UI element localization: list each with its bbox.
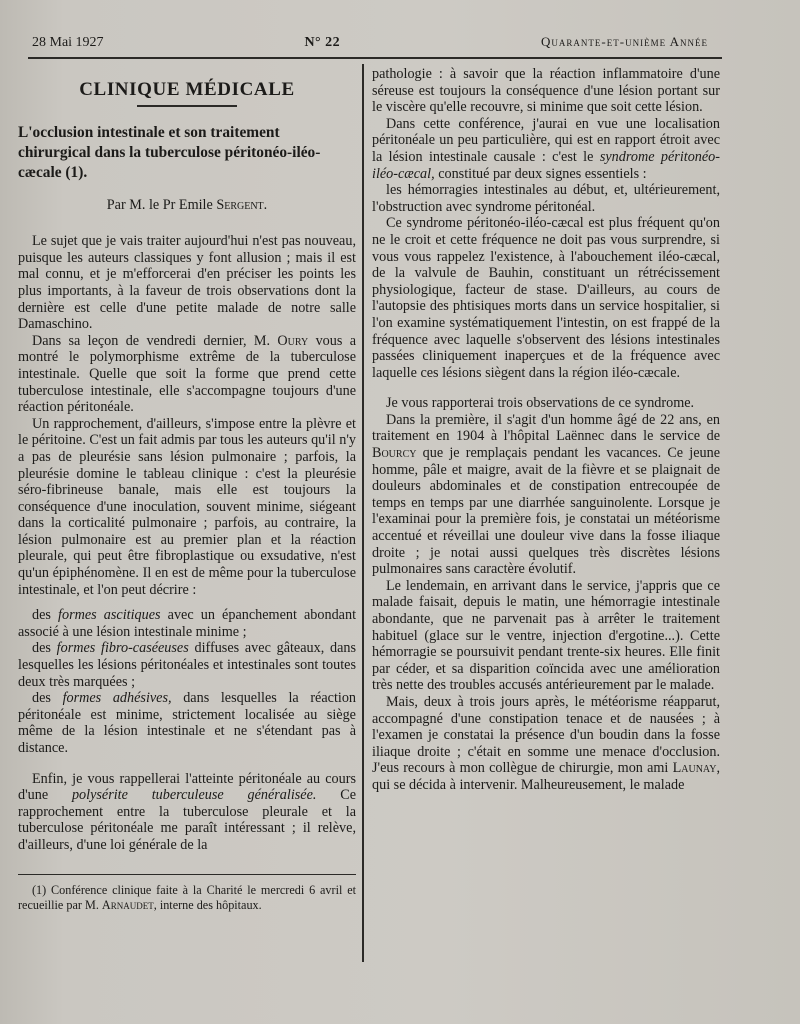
section-title: CLINIQUE MÉDICALE: [79, 79, 295, 100]
list-item: des formes ascitiques avec un épanchement abondant associé à une lésion intestinale minime ;: [18, 607, 357, 640]
issue-number: N° 22: [304, 35, 341, 50]
article-title: L'occlusion intestinale et son traitement chirurgical dans la tuberculose péritonéo-iléo-cæcale (1).: [18, 123, 321, 181]
right-column: [372, 66, 720, 794]
title-rule: [137, 105, 237, 107]
paragraph: Dans sa leçon de vendredi dernier, M. Oury vous a montré le polymorphisme extrême de la tuberculose intestinale. Quelle que soit la forme que prend cette tuberculose intestinale, elle s'accompagne toujours d'une réaction péritonéale.: [18, 332, 356, 416]
column-divider: [362, 64, 364, 962]
paragraph: pathologie : à savoir que la réaction inflammatoire d'une séreuse est toujours la conséquence d'une lésion portant sur le viscère qu'elle recouvre, si minime que soit cette lésion.: [372, 66, 720, 116]
paragraph: Dans la première, il s'agit d'un homme âgé de 22 ans, en traitement en 1904 à l'hôpital Laënnec dans le service de Bourcy que je remplaçais pendant les vacances. Ce jeune homme, pâle et maigre, avait de la fièvre et se plaignait de douleurs abdominales et de constipation entrecoupée de temps en temps par une diarrhée sanguinolente. Lorsque je l'examinai pour la première fois, je constatai un météorisme accentué et réveillai une douleur vive dans la fosse iliaque droite ; je notai aussi quelques très discrètes lésions pulmonaires sans caractère évolutif.: [372, 411, 720, 578]
paragraph: Enfin, je vous rappellerai l'atteinte péritonéale au cours d'une polysérite tuberculeuse généralisée. Ce rapprochement entre la tuberculose pleurale et la tuberculose péritonéale me paraît intéressant ; il relève, d'ailleurs, d'une loi générale de la: [18, 770, 356, 853]
paragraph: Le sujet que je vais traiter aujourd'hui n'est pas nouveau, puisque les auteurs classiques y font allusion ; mais il est mal connu, et je m'efforcerai d'en préciser les points les plus importants, à la faveur de trois observations dont la dernière est celle d'une petite malade de notre salle Damaschino.: [18, 233, 356, 333]
issue-date: 28 Mai 1927: [32, 35, 104, 50]
header-rule: [28, 57, 722, 59]
left-column: [18, 66, 356, 912]
person-name: Launay,: [672, 760, 720, 777]
list-item: des formes adhésives, dans lesquelles la réaction péritonéale est minime, strictement localisée au siège même de la lésion intestinale et ne s'étendant pas à distance.: [18, 690, 357, 756]
paragraph: Mais, deux à trois jours après, le météorisme réapparut, accompagné d'une constipation tenace et de nausées ; à l'examen je constatai la présence d'un boudin dans la fosse iliaque droite ; c'était en somme une menace d'occlusion. J'eus recours à mon collègue de chirurgie, mon ami Launay, qui se décida à intervenir. Malheureusement, le malade: [372, 693, 720, 793]
byline-prefix: Par M. le Pr Emile: [106, 196, 213, 213]
paragraph: les hémorragies intestinales au début, et, ultérieurement, l'obstruction avec syndrome péritonéal.: [372, 182, 720, 215]
list-item: des formes fibro-caséeuses diffuses avec gâteaux, dans lesquelles les lésions péritonéales et intestinales sont toutes deux très marquées ;: [18, 640, 356, 690]
byline: [18, 197, 356, 214]
paragraph: Ce syndrome péritonéo-iléo-cæcal est plus fréquent qu'on ne le croit et cette fréquence ne doit pas vous surprendre, si vous vous rappelez l'existence, à l'abouchement iléo-cæcal, de la valvule de Bauhin, constituant un rétrécissement physiologique, facteur de stase. D'ailleurs, au cours de l'autopsie des phtisiques morts dans un service hospitalier, si l'on examine systématiquement l'intestin, on est frappé de la fréquence avec laquelle s'observent des lésions intestinales passées cliniquement inaperçues et de la fréquence avec laquelle ces lésions siègent dans la région iléo-cæcale.: [372, 215, 720, 381]
paragraph: Le lendemain, en arrivant dans le service, j'appris que ce malade faisait, depuis le matin, une hémorragie intestinale abondante, que ne parvenait pas à arrêter le traitement habituel (glace sur le ventre, injection d'ergotine...). Cette hémorragie se poursuivit pendant trente-six heures. Elle finit par céder, et sa disparition coïncida avec une amélioration très nette des troubles accusés antérieurement par le malade.: [372, 577, 720, 694]
paragraph: Dans cette conférence, j'aurai en vue une localisation péritonéale un peu particulière, qui est en rapport étroit avec la lésion intestinale causale : c'est le syndrome péritonéo-iléo-cæcal, constitué par deux signes essentiels :: [372, 115, 721, 182]
footnote-rule: [18, 874, 356, 876]
person-name: Oury: [277, 332, 309, 349]
page-header: [32, 34, 708, 51]
person-name: Bourcy: [372, 445, 417, 462]
footnote: (1) Conférence clinique faite à la Charité le mercredi 6 avril et recueillie par M. Arnaudet, interne des hôpitaux.: [18, 883, 356, 912]
volume-year: Quarante-et-unième Année: [541, 34, 708, 49]
author-name: Sergent.: [216, 196, 268, 213]
paragraph: Je vous rapporterai trois observations de ce syndrome.: [386, 395, 695, 412]
paragraph: Un rapprochement, d'ailleurs, s'impose entre la plèvre et le péritoine. C'est un fait admis par tous les auteurs qu'il n'y a pas de pleurésie sans lésion pulmonaire ; parfois, la pleurésie domine le tableau clinique : c'est la pleurésie séro-fibrineuse banale, mais elle est toujours la conséquence d'une inoculation, souvent minime, siégeant dans la corticalité pulmonaire ; parfois, au contraire, la lésion pulmonaire est au premier plan et la réaction pleurale, qui peut être fibroplastique ou exsudative, n'est qu'un épiphénomène. Il en est de même pour la tuberculose intestinale, et l'on peut décrire :: [18, 415, 356, 598]
